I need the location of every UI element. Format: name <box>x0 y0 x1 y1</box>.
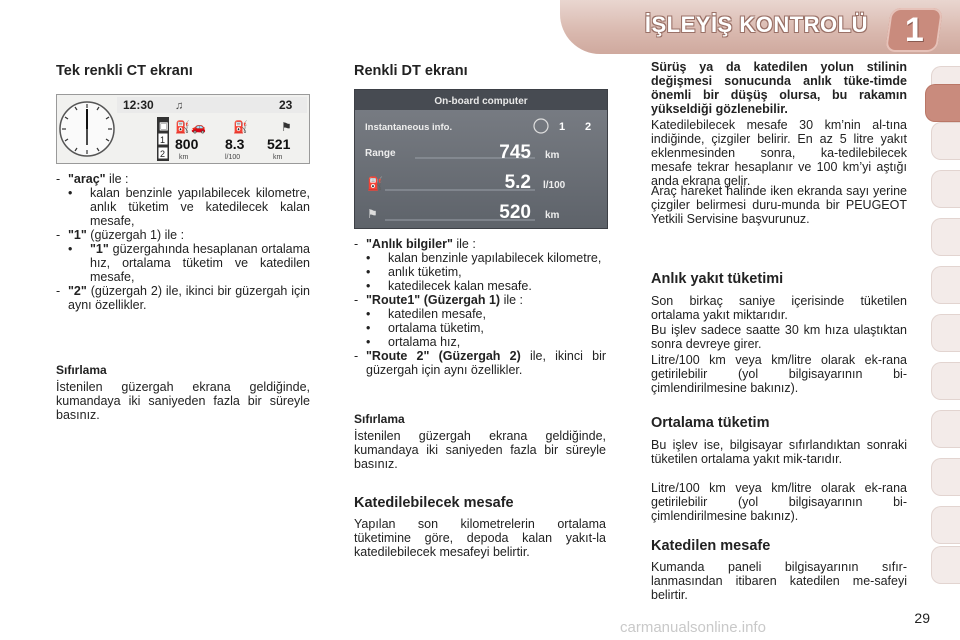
item-text: ile : <box>500 293 524 307</box>
list-bullet: • ortalama hız, <box>354 335 606 349</box>
color-row-value-distance: 520 <box>499 202 531 223</box>
svg-text:⛽: ⛽ <box>175 120 190 134</box>
svg-text:⛽: ⛽ <box>233 120 248 134</box>
color-row-unit-range: km <box>545 150 560 161</box>
list-bullet: • ortalama tüketim, <box>354 321 606 335</box>
svg-text:⚑: ⚑ <box>281 120 292 134</box>
mono-time: 12:30 <box>123 98 154 112</box>
list-bullet: • kalan benzinle yapılabilecek kilometre, anlık tüketim ve katedilecek kalan mesafe, <box>56 186 310 228</box>
section-heading-range: Katedilebilecek mesafe <box>354 495 514 511</box>
item-key: "1" <box>90 242 109 256</box>
mono-display-image <box>56 94 310 164</box>
svg-text:⛽: ⛽ <box>367 176 384 191</box>
section-heading-average: Ortalama tüketim <box>651 415 770 431</box>
color-display-image <box>354 89 608 229</box>
chapter-tab[interactable] <box>931 410 960 448</box>
list-item <box>354 293 606 307</box>
mono-unit-2: l/100 <box>225 154 241 161</box>
mono-unit-3: km <box>273 154 283 161</box>
list-bullet: • katedilen mesafe, <box>354 307 606 321</box>
reset-heading-color: Sıfırlama <box>354 412 405 426</box>
item-text: ile : <box>452 237 476 251</box>
section-heading-mono: Tek renkli CT ekranı <box>56 63 193 79</box>
color-row-unit-distance: km <box>545 210 560 221</box>
info-intro-p1: Katedilebilecek mesafe 30 km’nin al-tına indiğinde, çizgiler belirir. En az 5 litre yakıt eklenmesinden sonra, ka-tedilebilecek mesafe tekrar hesaplanır ve 100 km’yi aştığı anda ekrana gelir. <box>651 118 907 188</box>
mono-side-1: 1 <box>160 135 166 145</box>
color-row-unit-consumption: l/100 <box>543 180 566 191</box>
avg-p2: Litre/100 km veya km/litre olarak ek-rana getirilebilir (yol bilgisayarının bi-çimlendirilmesine bakınız). <box>651 481 907 523</box>
item-text: (güzergah 2) ile, ikinci bir güzergah için aynı özellikler. <box>68 284 310 312</box>
color-list <box>354 237 606 377</box>
item-text: güzergahında hesaplanan ortalama hız, ortalama tüketim ve katedilen mesafe, <box>90 242 310 284</box>
chapter-number: 1 <box>904 10 924 49</box>
avg-p1: Bu işlev ise, bilgisayar sıfırlandıktan sonraki tüketilen ortalama yakıt mik-tarıdır. <box>651 438 907 466</box>
color-row-label-range: Range <box>365 148 396 159</box>
list-bullet: • katedilecek kalan mesafe. <box>354 279 606 293</box>
chapter-tab[interactable] <box>931 218 960 256</box>
color-display-subtitle: Instantaneous info. <box>365 122 453 133</box>
instant-p3: Litre/100 km veya km/litre olarak ek-rana getirilebilir (yol bilgisayarının bi-çimlendirilmesine bakınız). <box>651 353 907 395</box>
item-key: "araç" <box>68 172 106 186</box>
mono-side-2: 2 <box>160 149 166 159</box>
svg-text:♫: ♫ <box>175 100 184 112</box>
section-heading-color: Renkli DT ekranı <box>354 63 468 79</box>
mono-value-range: 800 <box>175 136 199 152</box>
list-item <box>56 284 310 312</box>
info-intro-bold: Sürüş ya da katedilen yolun stilinin değişmesi sonucunda anlık tüke-timde önemli bir düşüş olursa, bu rakamın yükseldiği gözlenebilir. <box>651 60 907 116</box>
list-item <box>354 237 606 251</box>
color-tab-1: 1 <box>559 121 566 133</box>
info-intro-p2: Araç hareket halinde iken ekranda sayı yerine çizgiler belirmesi duru-munda bir PEUGEOT Yetkili Servisine başvurunuz. <box>651 184 907 226</box>
item-key: "2" <box>68 284 87 298</box>
chapter-tabs <box>926 66 960 582</box>
reset-text-color: İstenilen güzergah ekrana geldiğinde, kumandaya iki saniyeden fazla bir süreyle basınız. <box>354 429 606 471</box>
chapter-tab[interactable] <box>931 122 960 160</box>
mono-value-consumption: 8.3 <box>225 136 245 152</box>
chapter-tab[interactable] <box>931 362 960 400</box>
color-row-value-range: 745 <box>499 142 531 163</box>
svg-text:⚑: ⚑ <box>367 207 378 221</box>
item-key: "Anlık bilgiler" <box>366 237 453 251</box>
item-key: "Route1" (Güzergah 1) <box>366 293 501 307</box>
reset-text-mono: İstenilen güzergah ekrana geldiğinde, kumandaya iki saniyeden fazla bir süreyle basınız. <box>56 380 310 422</box>
page-title: İŞLEYİŞ KONTROLÜ <box>644 12 868 37</box>
chapter-tab[interactable] <box>931 506 960 544</box>
chapter-tab[interactable] <box>931 170 960 208</box>
color-tab-2: 2 <box>585 121 592 133</box>
mono-unit-1: km <box>179 154 189 161</box>
mono-list <box>56 172 310 312</box>
item-text: ile : <box>105 172 129 186</box>
item-key: "1" <box>68 228 87 242</box>
list-bullet: • anlık tüketim, <box>354 265 606 279</box>
page-number: 29 <box>914 610 930 626</box>
mono-value-distance: 521 <box>267 136 291 152</box>
instant-p2: Bu işlev sadece saatte 30 km hıza ulaştıktan sonra devreye girer. <box>651 323 907 351</box>
list-item <box>354 349 606 377</box>
svg-text:🚗: 🚗 <box>191 120 206 134</box>
range-text: Yapılan son kilometrelerin ortalama tüketimine göre, depoda kalan yakıt-la katedilebilecek mesafeyi belirtir. <box>354 517 606 559</box>
chapter-tab-active[interactable] <box>925 84 960 122</box>
section-heading-distance: Katedilen mesafe <box>651 538 771 554</box>
chapter-badge <box>885 8 943 52</box>
item-key: "Route 2" (Güzergah 2) <box>366 349 521 363</box>
section-heading-instant: Anlık yakıt tüketimi <box>651 271 784 287</box>
color-display-title: On-board computer <box>434 96 528 107</box>
list-bullet <box>56 242 310 284</box>
list-item <box>56 228 310 242</box>
chapter-tab[interactable] <box>931 546 960 584</box>
item-text: (güzergah 1) ile : <box>86 228 185 242</box>
list-item <box>56 172 310 186</box>
color-row-value-consumption: 5.2 <box>504 172 531 193</box>
item-text: ile, ikinci bir güzergah için aynı özellikler. <box>366 349 607 377</box>
distance-p1: Kumanda paneli bilgisayarının sıfır-lanmasından itibaren katedilen me-safeyi belirtir. <box>651 560 907 602</box>
chapter-tab[interactable] <box>931 314 960 352</box>
svg-text:▣: ▣ <box>159 121 169 132</box>
mono-temp: 23 <box>279 98 293 112</box>
chapter-tab[interactable] <box>931 458 960 496</box>
reset-heading-mono: Sıfırlama <box>56 363 107 377</box>
chapter-tab[interactable] <box>931 266 960 304</box>
list-bullet: • kalan benzinle yapılabilecek kilometre, <box>354 251 606 265</box>
watermark: carmanualsonline.info <box>620 619 766 636</box>
instant-p1: Son birkaç saniye içerisinde tüketilen ortalama yakıt miktarıdır. <box>651 294 907 322</box>
color-display-svg <box>355 90 607 228</box>
mono-display-svg <box>57 95 309 163</box>
